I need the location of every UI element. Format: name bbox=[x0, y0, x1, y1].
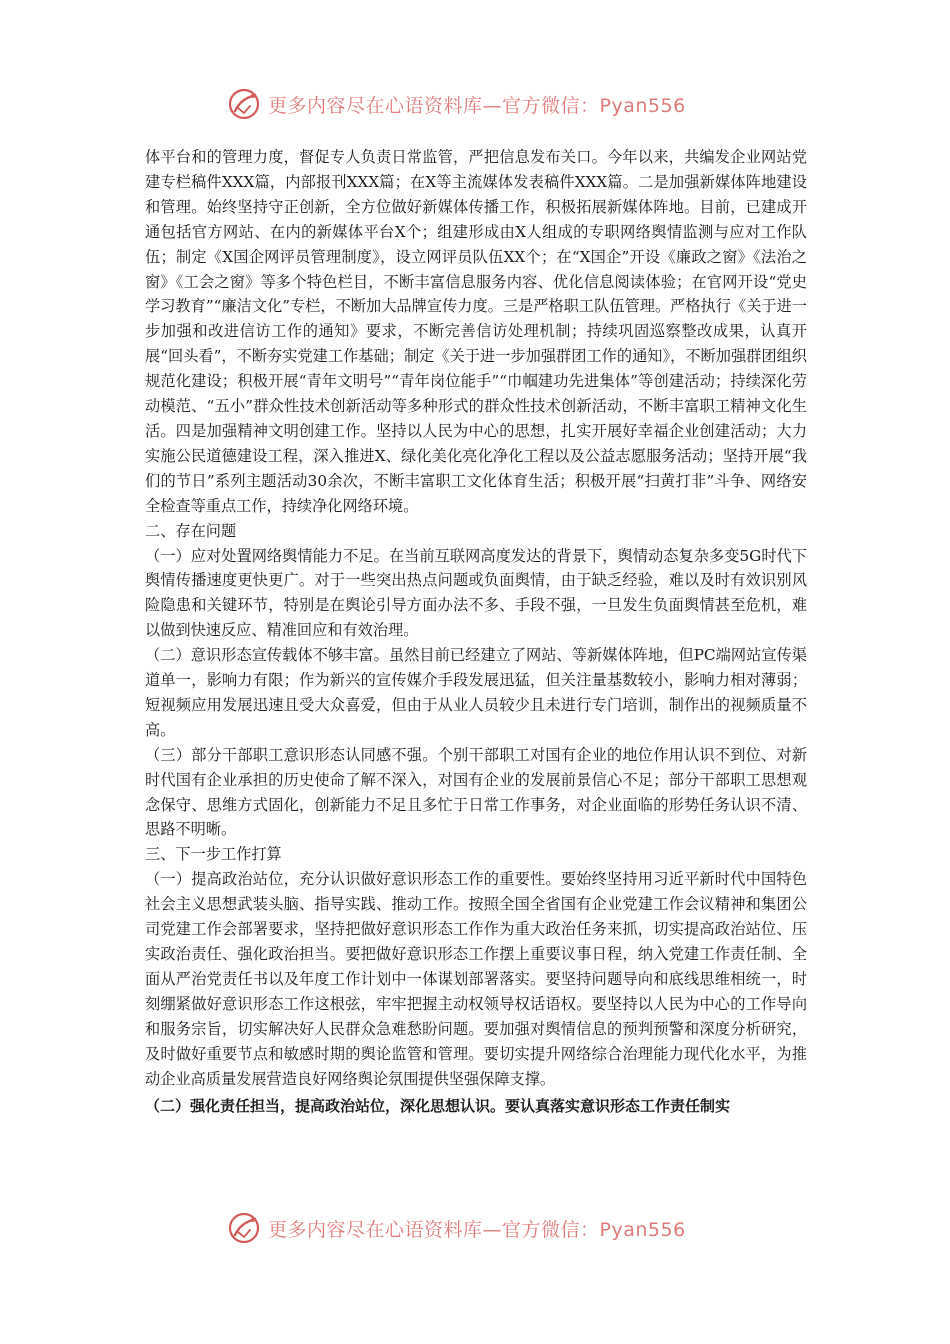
paragraph-problem-2: （二）意识形态宣传载体不够丰富。虽然目前已经建立了网站、等新媒体阵地，但PC端网站宣传渠道单一，影响力有限；作为新兴的宣传媒介手段发展迅猛，但关注量基数较小，影响力相对薄弱；短视频应用发展迅速且受大众喜爱，但由于从业人员较少且未进行专门培训，制作出的视频质量不高。 bbox=[145, 646, 807, 739]
logo-icon bbox=[226, 1210, 262, 1246]
section-heading-next-steps: 三、下一步工作打算 bbox=[145, 845, 282, 864]
footer-banner bbox=[0, 1208, 950, 1248]
paragraph-next-step-1: （一）提高政治站位，充分认识做好意识形态工作的重要性。要始终坚持用习近平新时代中国特色社会主义思想武装头脑、指导实践、推动工作。按照全国全省国有企业党建工作会议精神和集团公司党建工作会部署要求，坚持把做好意识形态工作作为重大政治任务来抓，切实提高政治站位、压实政治责任、强化政治担当。要把做好意识形态工作摆上重要议事日程，纳入党建工作责任制、全面从严治党责任书以及年度工作计划中一体谋划部署落实。要坚持问题导向和底线思维相统一，时刻绷紧做好意识形态工作这根弦，牢牢把握主动权领导权话语权。要坚持以人民为中心的工作导向和服务宗旨，切实解决好人民群众急难愁盼问题。要加强对舆情信息的预判预警和深度分析研究，及时做好重要节点和敏感时期的舆论监管和管理。要切实提升网络综合治理能力现代化水平，为推动企业高质量发展营造良好网络舆论氛围提供坚强保障支撑。 bbox=[145, 870, 807, 1088]
document-body bbox=[145, 145, 807, 1119]
paragraph-intro: 体平台和的管理力度，督促专人负责日常监管，严把信息发布关口。今年以来，共编发企业网站党建专栏稿件XXX篇，内部报刊XXX篇；在X等主流媒体发表稿件XXX篇。二是加强新媒体阵地建设和管理。始终坚持守正创新，全方位做好新媒体传播工作，积极拓展新媒体阵地。目前，已建成开通包括官方网站、在内的新媒体平台X个；组建形成由X人组成的专职网络舆情监测与应对工作队伍；制定《X国企网评员管理制度》，设立网评员队伍XX个；在“X国企”开设《廉政之窗》《法治之窗》《工会之窗》等多个特色栏目，不断丰富信息服务内容、优化信息阅读体验；在官网开设“党史学习教育”“廉洁文化”专栏，不断加大品牌宣传力度。三是严格职工队伍管理。严格执行《关于进一步加强和改进信访工作的通知》要求，不断完善信访处理机制；持续巩固巡察整改成果，认真开展“回头看”，不断夯实党建工作基础；制定《关于进一步加强群团工作的通知》，不断加强群团组织规范化建设；积极开展“青年文明号”“青年岗位能手”“巾帼建功先进集体”等创建活动；持续深化劳动模范、“五小”群众性技术创新活动等多种形式的群众性技术创新活动，不断丰富职工精神文化生活。四是加强精神文明创建工作。坚持以人民为中心的思想，扎实开展好幸福企业创建活动；大力实施公民道德建设工程，深入推进X、绿化美化亮化净化工程以及公益志愿服务活动；坚持开展“我们的节日”系列主题活动30余次，不断丰富职工文化体育生活；积极开展“扫黄打非”斗争、网络安全检查等重点工作，持续净化网络环境。 bbox=[145, 148, 807, 515]
logo-icon bbox=[226, 86, 262, 122]
paragraph-problem-3: （三）部分干部职工意识形态认同感不强。个别干部职工对国有企业的地位作用认识不到位、对新时代国有企业承担的历史使命了解不深入，对国有企业的发展前景信心不足；部分干部职工思想观念保守、思维方式固化，创新能力不足且多忙于日常工作事务，对企业面临的形势任务认识不清、思路不明晰。 bbox=[145, 745, 807, 839]
paragraph-problem-1: （一）应对处置网络舆情能力不足。在当前互联网高度发达的背景下，舆情动态复杂多变5G时代下舆情传播速度更快更广。对于一些突出热点问题或负面舆情，由于缺乏经验，难以及时有效识别风险隐患和关键环节，特别是在舆论引导方面办法不多、手段不强，一旦发生负面舆情甚至危机，难以做到快速反应、精准回应和有效治理。 bbox=[145, 546, 807, 640]
banner-text: 更多内容尽在心语资料库—官方微信：Pyan556 bbox=[268, 94, 686, 117]
banner-text: 更多内容尽在心语资料库—官方微信：Pyan556 bbox=[268, 1218, 686, 1241]
section-heading-problems: 二、存在问题 bbox=[145, 521, 237, 540]
paragraph-next-step-2-heading: （二）强化责任担当，提高政治站位，深化思想认识。要认真落实意识形态工作责任制实 bbox=[145, 1097, 731, 1116]
header-banner bbox=[0, 84, 950, 124]
